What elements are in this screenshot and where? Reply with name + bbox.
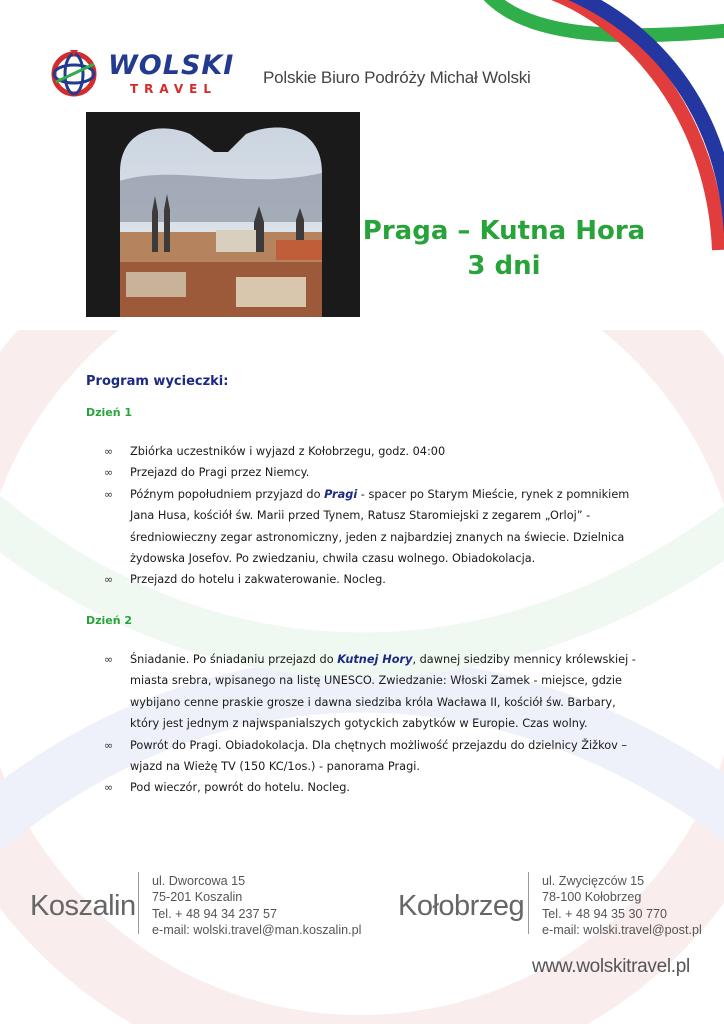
koszalin-postal: 75-201 Koszalin bbox=[152, 890, 243, 905]
wolski-travel-logo[interactable] bbox=[48, 48, 238, 100]
footer-divider bbox=[138, 872, 139, 934]
kolobrzeg-phone: Tel. + 48 94 35 30 770 bbox=[542, 906, 667, 921]
infinity-bullet-icon: ∞ bbox=[104, 466, 114, 480]
day-1-list bbox=[104, 441, 644, 591]
infinity-bullet-icon: ∞ bbox=[104, 781, 114, 795]
prague-skyline-image bbox=[86, 112, 360, 317]
logo-subtitle: TRAVEL bbox=[130, 82, 218, 96]
footer-city-koszalin: Koszalin bbox=[30, 890, 136, 922]
infinity-bullet-icon: ∞ bbox=[104, 487, 114, 501]
footer-address-kolobrzeg bbox=[542, 873, 702, 939]
list-item: ∞ Zbiórka uczestników i wyjazd z Kołobrzegu, godz. 04:00 bbox=[104, 441, 644, 462]
globe-logo-icon bbox=[48, 48, 100, 100]
prague-photo bbox=[86, 112, 360, 317]
kolobrzeg-street: ul. Zwycięzców 15 bbox=[542, 874, 645, 888]
agency-tagline: Polskie Biuro Podróży Michał Wolski bbox=[263, 68, 531, 87]
website-link[interactable]: www.wolskitravel.pl bbox=[532, 956, 690, 977]
kolobrzeg-email-link[interactable]: e-mail: wolski.travel@post.pl bbox=[542, 923, 702, 938]
list-item: ∞ Śniadanie. Po śniadaniu przejazd do Kutnej Hory, dawnej siedziby mennicy królewskiej - miasta srebra, wpisanego na listę UNESCO. Zwiedzanie: Włoski Zamek - miejsce, gdzie wybijano cenne praskie grosze i dawna siedziba króla Wacława II, kościół św. Barbary, który jest jednym z najwspanialszych gotyckich zabytków w Europie. Czas wolny. bbox=[104, 649, 644, 735]
infinity-bullet-icon: ∞ bbox=[104, 653, 114, 666]
highlight-kutna-hora: Kutnej Hory bbox=[337, 653, 413, 666]
koszalin-email-link[interactable]: e-mail: wolski.travel@man.koszalin.pl bbox=[152, 923, 362, 938]
day-1-heading: Dzień 1 bbox=[86, 406, 133, 419]
list-item: ∞ Pod wieczór, powrót do hotelu. Nocleg. bbox=[104, 777, 644, 798]
koszalin-street: ul. Dworcowa 15 bbox=[152, 874, 246, 888]
footer-divider bbox=[528, 872, 529, 934]
footer-city-kolobrzeg: Kołobrzeg bbox=[398, 890, 525, 922]
trip-title-line2: 3 dni bbox=[467, 251, 541, 281]
list-item: ∞ Powrót do Pragi. Obiadokolacja. Dla chętnych możliwość przejazdu do dzielnicy Žižkov – wjazd na Wieżę TV (150 KC/1os.) - panorama Pragi. bbox=[104, 735, 644, 778]
koszalin-phone: Tel. + 48 94 34 237 57 bbox=[152, 906, 277, 921]
list-item: ∞ Przejazd do Pragi przez Niemcy. bbox=[104, 462, 644, 483]
day-2-list bbox=[104, 649, 644, 799]
list-item: ∞ Późnym popołudniem przyjazd do Pragi - spacer po Starym Mieście, rynek z pomnikiem Jana Husa, kościół św. Marii przed Tynem, Ratusz Staromiejski z zegarem „Orloj” - średniowieczny zegar astronomiczny, jeden z najbardziej znanych na świecie. Dzielnica żydowska Josefov. Po zwiedzaniu, chwila czasu wolnego. Obiadokolacja. bbox=[104, 484, 644, 570]
logo-wordmark: WOLSKI bbox=[108, 50, 235, 81]
infinity-bullet-icon: ∞ bbox=[104, 445, 114, 458]
footer-address-koszalin bbox=[152, 873, 361, 939]
infinity-bullet-icon: ∞ bbox=[104, 573, 114, 587]
trip-title bbox=[362, 214, 646, 284]
kolobrzeg-postal: 78-100 Kołobrzeg bbox=[542, 890, 642, 905]
infinity-bullet-icon: ∞ bbox=[104, 738, 114, 752]
day-2-heading: Dzień 2 bbox=[86, 614, 133, 627]
program-heading: Program wycieczki: bbox=[86, 374, 229, 389]
highlight-prague: Pragi bbox=[324, 487, 358, 501]
trip-title-line1: Praga – Kutna Hora bbox=[362, 216, 646, 246]
list-item: ∞ Przejazd do hotelu i zakwaterowanie. Nocleg. bbox=[104, 569, 644, 590]
